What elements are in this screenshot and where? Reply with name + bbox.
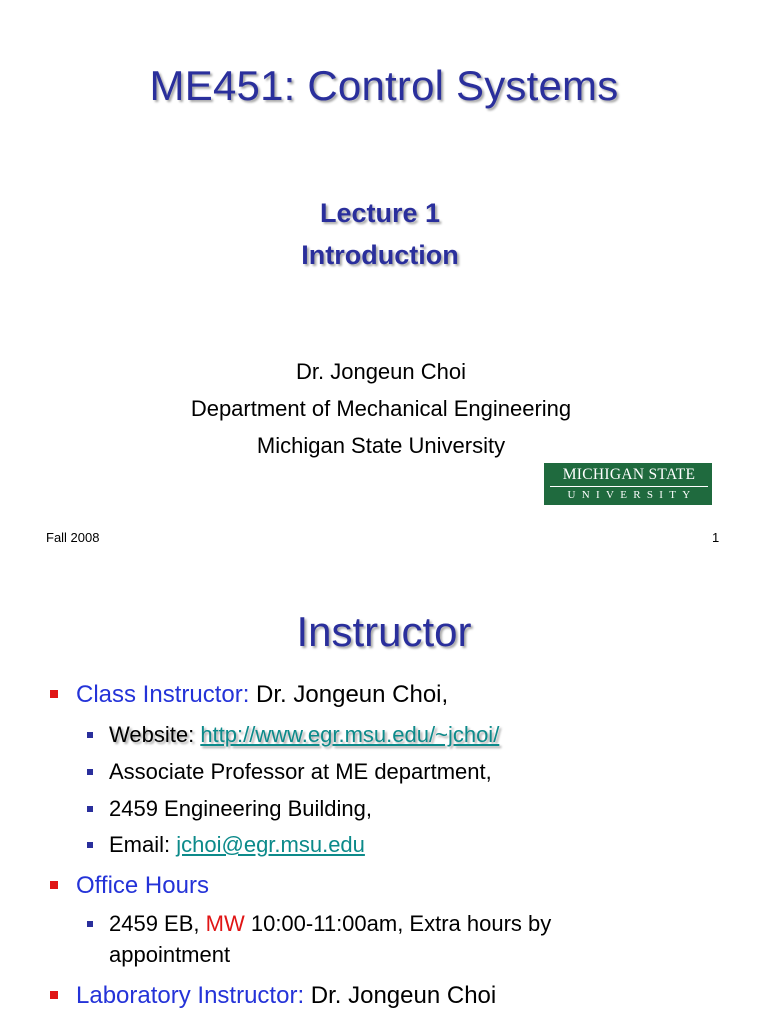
author-name: Dr. Jongeun Choi [296, 359, 466, 384]
lecture-number: Lecture 1 [319, 198, 441, 228]
msu-logo-line2: UNIVERSITY [567, 489, 697, 501]
author-department: Department of Mechanical Engineering [190, 396, 572, 421]
page-number: 1 [712, 530, 720, 545]
lab-instructor-label: Laboratory Instructor: [76, 982, 305, 1009]
footer-term: Fall 2008 [46, 530, 100, 545]
email-label: Email: [109, 832, 177, 857]
instructor-slide [0, 560, 768, 1024]
email-link[interactable]: jchoi@egr.msu.edu [176, 832, 365, 857]
msu-logo-line1: MICHIGAN STATE [562, 466, 696, 483]
bullet-square-icon [50, 991, 58, 999]
office-days: MW [205, 911, 245, 936]
slide-title: ME451: Control Systems [149, 62, 619, 109]
website-link[interactable]: http://www.egr.msu.edu/~jchoi/ [200, 722, 500, 747]
slide-title: Instructor [296, 608, 472, 655]
bullet-square-icon [87, 921, 93, 927]
class-instructor-value: Dr. Jongeun Choi, [249, 681, 449, 708]
bullet-square-icon [87, 842, 93, 848]
bullet-square-icon [87, 806, 93, 812]
office-time: 10:00-11:00am, Extra hours by [244, 911, 552, 936]
bullet-square-icon [87, 732, 93, 738]
office-hours-label: Office Hours [76, 872, 209, 899]
office-location: 2459 EB, [109, 911, 206, 936]
lab-instructor-value: Dr. Jongeun Choi [304, 982, 497, 1009]
building-text: 2459 Engineering Building, [109, 796, 372, 821]
bullet-square-icon [87, 769, 93, 775]
website-label: Website: [109, 722, 201, 747]
author-university: Michigan State University [256, 433, 506, 458]
position-text: Associate Professor at ME department, [109, 759, 492, 784]
msu-logo [544, 463, 712, 505]
class-instructor-label: Class Instructor: [76, 681, 250, 708]
lecture-subtitle: Introduction [301, 240, 459, 270]
bullet-square-icon [50, 881, 58, 889]
office-appointment: appointment [109, 942, 231, 967]
bullet-square-icon [50, 690, 58, 698]
